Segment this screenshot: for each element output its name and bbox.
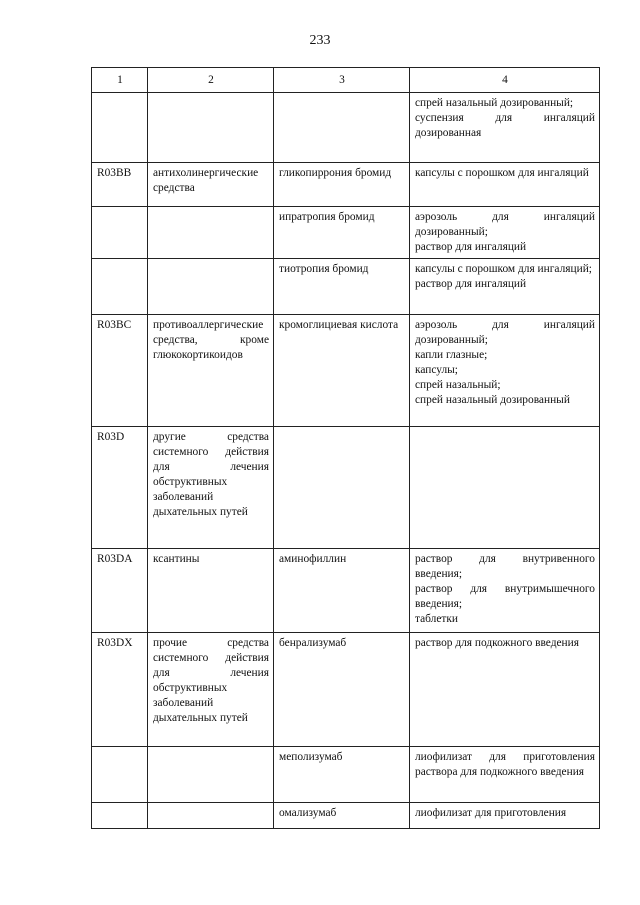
table-row [92,549,600,633]
page-number: 233 [309,33,331,48]
dosage-form-item: раствор для ингаляций [415,278,527,290]
table-row [92,207,600,259]
atc-code-cell [92,207,148,259]
header-col-4: 4 [410,68,600,93]
drug-name-cell: гликопиррония бромид [274,163,410,207]
dosage-forms-cell [410,207,600,259]
therapeutic-group-cell: противоаллергические средства, кроме глюкокортикоидов [148,315,274,427]
dosage-form-item: спрей назальный дозированный; [415,97,574,109]
table-row [92,259,600,315]
atc-code-cell [92,259,148,315]
header-col-1: 1 [92,68,148,93]
table-row [92,163,600,207]
atc-code-cell: R03DA [92,549,148,633]
table-row [92,747,600,803]
therapeutic-group-cell [148,93,274,163]
dosage-forms-cell [410,633,600,747]
header-row [92,68,600,93]
drug-name-cell [274,93,410,163]
drug-table [91,67,600,829]
dosage-form-item: раствор для подкожного введения [415,637,579,649]
table-row [92,633,600,747]
atc-code-cell: R03DX [92,633,148,747]
therapeutic-group-cell [148,207,274,259]
drug-name-cell: ипратропия бромид [274,207,410,259]
atc-code-cell [92,93,148,163]
header-col-3: 3 [274,68,410,93]
dosage-forms-cell [410,427,600,549]
drug-name-cell: аминофиллин [274,549,410,633]
dosage-forms-cell [410,163,600,207]
dosage-form-item: раствор для ингаляций [415,241,527,253]
therapeutic-group-cell [148,747,274,803]
dosage-forms-cell [410,93,600,163]
dosage-form-item: раствор для внутримышечного введения; [415,583,595,610]
dosage-forms-cell [410,747,600,803]
dosage-form-item: суспензия для ингаляций дозированная [415,112,595,139]
atc-code-cell: R03BC [92,315,148,427]
dosage-forms-cell [410,549,600,633]
dosage-forms-cell [410,315,600,427]
table-row [92,803,600,829]
therapeutic-group-cell: ксантины [148,549,274,633]
drug-name-cell: бенрализумаб [274,633,410,747]
therapeutic-group-cell: прочие средства системного действия для лечения обструктивных заболеваний дыхательных путей [148,633,274,747]
dosage-form-item: раствор для внутривенного введения; [415,553,595,580]
drug-name-cell: кромоглициевая кислота [274,315,410,427]
therapeutic-group-cell: другие средства системного действия для лечения обструктивных заболеваний дыхательных путей [148,427,274,549]
table-row [92,93,600,163]
dosage-form-item: спрей назальный; [415,379,501,391]
therapeutic-group-cell: антихолинергические средства [148,163,274,207]
atc-code-cell [92,747,148,803]
dosage-form-item: таблетки [415,613,459,625]
dosage-form-item: лиофилизат для приготовления [415,807,567,819]
dosage-form-item: лиофилизат для приготовления раствора для подкожного введения [415,751,595,778]
drug-name-cell [274,427,410,549]
table-body [92,93,600,829]
dosage-form-item: спрей назальный дозированный [415,394,570,406]
dosage-forms-cell [410,803,600,829]
table-row [92,427,600,549]
dosage-form-item: капсулы; [415,364,458,376]
drug-name-cell: меполизумаб [274,747,410,803]
therapeutic-group-cell [148,259,274,315]
atc-code-cell [92,803,148,829]
drug-name-cell: тиотропия бромид [274,259,410,315]
dosage-form-item: капли глазные; [415,349,488,361]
atc-code-cell: R03BB [92,163,148,207]
dosage-form-item: аэрозоль для ингаляций дозированный; [415,319,595,346]
atc-code-cell: R03D [92,427,148,549]
dosage-form-item: капсулы с порошком для ингаляций; [415,263,592,275]
drug-name-cell: омализумаб [274,803,410,829]
dosage-form-item: капсулы с порошком для ингаляций [415,167,589,179]
dosage-forms-cell [410,259,600,315]
table-row [92,315,600,427]
header-col-2: 2 [148,68,274,93]
therapeutic-group-cell [148,803,274,829]
dosage-form-item: аэрозоль для ингаляций дозированный; [415,211,595,238]
